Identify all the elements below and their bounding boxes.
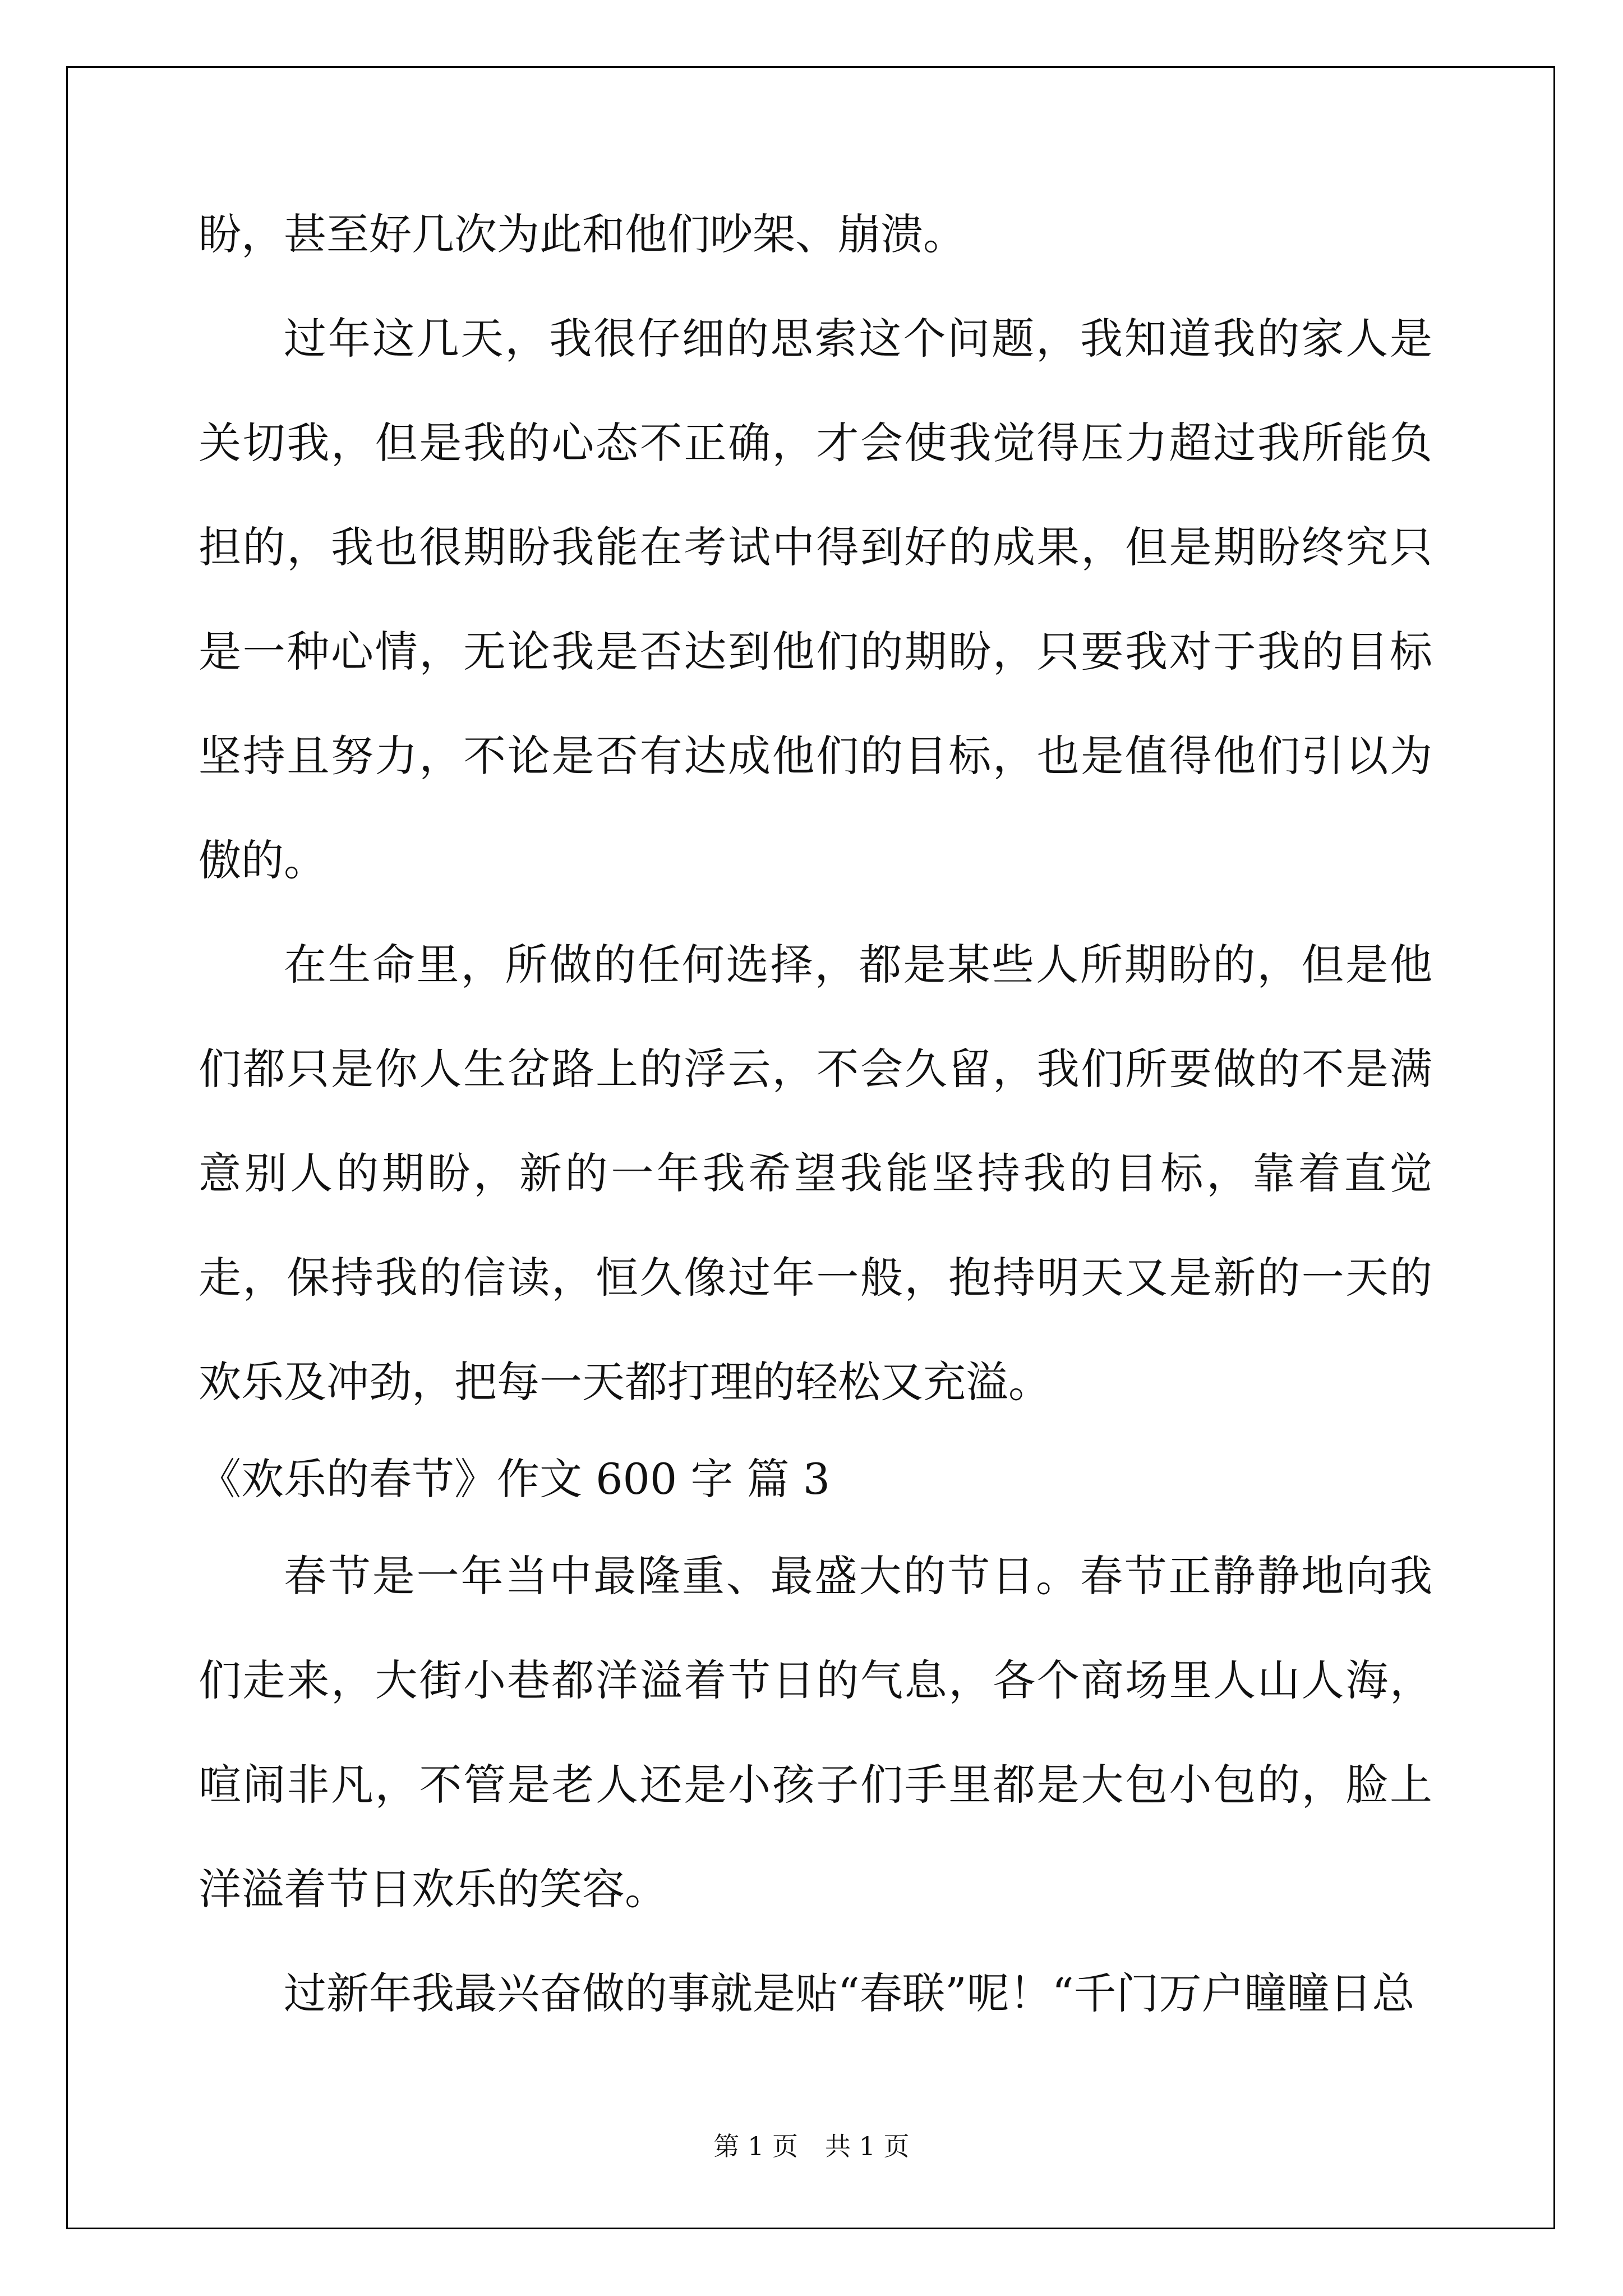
page-total: 共 1 页	[825, 2131, 910, 2161]
paragraph-1: 盼，甚至好几次为此和他们吵架、崩溃。	[199, 209, 966, 259]
paragraph-5: 过新年我最兴奋做的事就是贴“春联”呢！“千门万户瞳瞳日总	[284, 1968, 1415, 2018]
section-title: 《欢乐的春节》作文 600 字 篇 3	[199, 1454, 831, 1504]
page-number: 第 1 页	[713, 2131, 798, 2161]
paragraph-2: 过年这几天，我很仔细的思索这个问题，我知道我的家人是关切我，但是我的心态不正确，才会使我觉得压力超过我所能负担的，我也很期盼我能在考试中得到好的成果，但是期盼终究只是一种心情，无论我是否达到他们的期盼，只要我对于我的目标坚持且努力，不论是否有达成他们的目标，也是值得他们引以为傲的。	[199, 314, 1432, 885]
paragraph-3: 在生命里，所做的任何选择，都是某些人所期盼的，但是他们都只是你人生岔路上的浮云，不会久留，我们所要做的不是满意别人的期盼，新的一年我希望我能坚持我的目标，靠着直觉走，保持我的信读，恒久像过年一般，抱持明天又是新的一天的欢乐及冲劲，把每一天都打理的轻松又充溢。	[199, 940, 1432, 1407]
paragraph-4: 春节是一年当中最隆重、最盛大的节日。春节正静静地向我们走来，大街小巷都洋溢着节日的气息，各个商场里人山人海，喧闹非凡，不管是老人还是小孩子们手里都是大包小包的，脸上洋溢着节日欢乐的笑容。	[199, 1551, 1432, 1914]
document-body	[199, 182, 1432, 2046]
page-footer	[0, 2126, 1623, 2163]
